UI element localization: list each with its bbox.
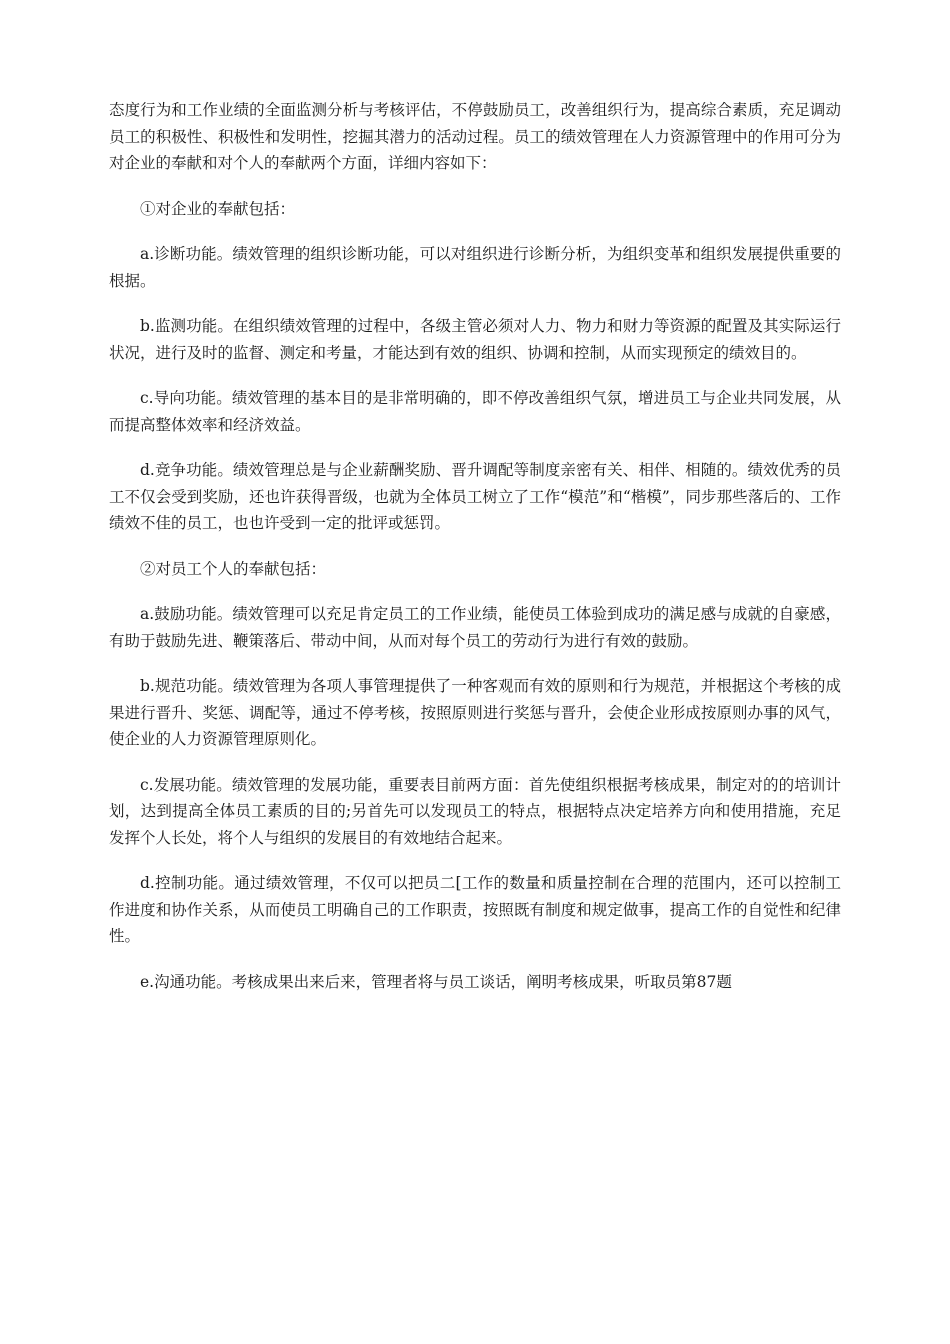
heading-personal-contribution: ②对员工个人的奉献包括： [140, 559, 327, 578]
paragraph-motivation-function: a.鼓励功能。绩效管理可以充足肯定员工的工作业绩，能使员工体验到成功的满足感与成就的自豪感，有助于鼓励先进、鞭策落后、带动中间，从而对每个员工的劳动行为进行有效的鼓励。 [109, 605, 841, 650]
paragraph-guidance-function: c.导向功能。绩效管理的基本目的是非常明确的，即不停改善组织气氛，增进员工与企业共同发展，从而提高整体效率和经济效益。 [109, 389, 841, 434]
paragraph-monitoring-function: b.监测功能。在组织绩效管理的过程中，各级主管必须对人力、物力和财力等资源的配置及其实际运行状况，进行及时的监督、测定和考量，才能达到有效的组织、协调和控制，从而实现预定的绩效目的。 [109, 317, 841, 362]
paragraph-intro: 态度行为和工作业绩的全面监测分析与考核评估，不停鼓励员工，改善组织行为，提高综合素质，充足调动员工的积极性、积极性和发明性，挖掘其潜力的活动过程。员工的绩效管理在人力资源管理中的作用可分为对企业的奉献和对个人的奉献两个方面，详细内容如下： [109, 101, 841, 172]
paragraph-development-function: c.发展功能。绩效管理的发展功能，重要表目前两方面：首先使组织根据考核成果，制定对的的培训计划，达到提高全体员工素质的目的;另首先可以发现员工的特点，根据特点决定培养方向和使用措施，充足发挥个人长处，将个人与组织的发展目的有效地结合起来。 [109, 775, 841, 847]
document-body [109, 97, 841, 1014]
heading-enterprise-contribution: ①对企业的奉献包括： [140, 199, 296, 218]
paragraph-diagnosis-function: a.诊断功能。绩效管理的组织诊断功能，可以对组织进行诊断分析，为组织变革和组织发展提供重要的根据。 [109, 245, 841, 290]
paragraph-standardization-function: b.规范功能。绩效管理为各项人事管理提供了一种客观而有效的原则和行为规范，并根据这个考核的成果进行晋升、奖惩、调配等，通过不停考核，按照原则进行奖惩与晋升，会使企业形成按原则办事的风气，使企业的人力资源管理原则化。 [109, 677, 841, 748]
paragraph-communication-function: e.沟通功能。考核成果出来后来，管理者将与员工谈话，阐明考核成果，听取员第87题 [140, 972, 732, 991]
paragraph-control-function: d.控制功能。通过绩效管理，不仅可以把员二[工作的数量和质量控制在合理的范围内，还可以控制工作进度和协作关系，从而使员工明确自己的工作职责，按照既有制度和规定做事，提高工作的自觉性和纪律性。 [109, 874, 841, 945]
paragraph-competition-function: d.竞争功能。绩效管理总是与企业薪酬奖励、晋升调配等制度亲密有关、相伴、相随的。绩效优秀的员工不仅会受到奖励，还也许获得晋级，也就为全体员工树立了工作“模范”和“楷模”，同步那些落后的、工作绩效不佳的员工，也也许受到一定的批评或惩罚。 [109, 461, 841, 532]
